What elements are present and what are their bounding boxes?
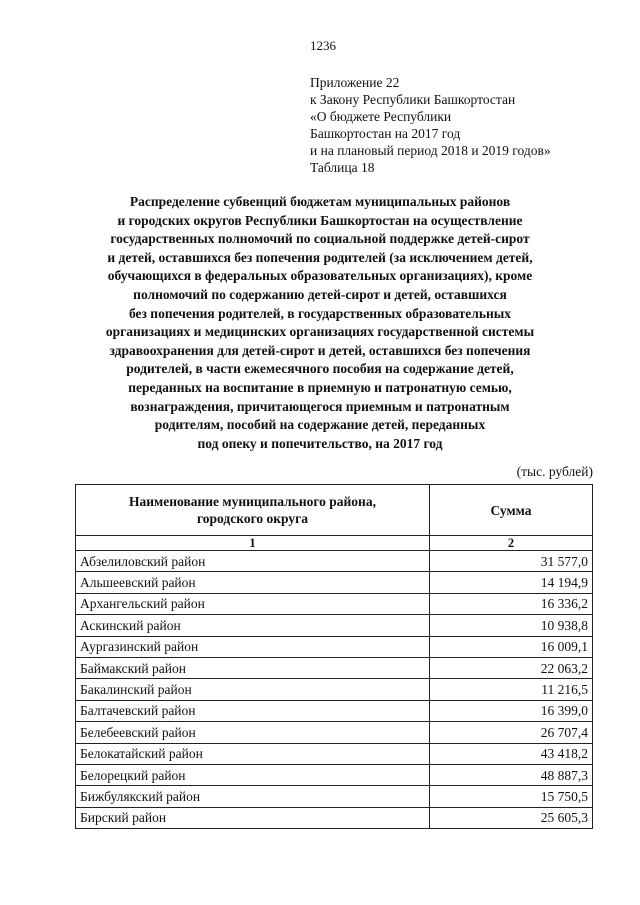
header-name-line: Наименование муниципального района, <box>129 494 376 509</box>
table-row <box>76 572 593 593</box>
district-name: Альшеевский район <box>76 572 430 593</box>
appendix-line: «О бюджете Республики <box>310 109 452 124</box>
district-sum: 14 194,9 <box>430 572 593 593</box>
table-row <box>76 700 593 721</box>
header-sum: Сумма <box>430 485 593 536</box>
district-sum: 43 418,2 <box>430 743 593 764</box>
table-row <box>76 722 593 743</box>
title-line: Распределение субвенций бюджетам муниципальных районов <box>129 194 511 209</box>
column-number-row <box>76 536 593 551</box>
table-row <box>76 593 593 614</box>
district-sum: 22 063,2 <box>430 657 593 678</box>
district-name: Аургазинский район <box>76 636 430 657</box>
table-label: Таблица 18 <box>310 160 375 175</box>
district-sum: 16 399,0 <box>430 700 593 721</box>
district-name: Белокатайский район <box>76 743 430 764</box>
appendix-line: и на плановый период 2018 и 2019 годов» <box>310 143 551 158</box>
title-line: обучающихся в федеральных образовательных организациях), кроме <box>107 268 533 284</box>
table-row <box>76 679 593 700</box>
table-row <box>76 807 593 828</box>
units-label: (тыс. рублей) <box>516 464 593 479</box>
table-header-row <box>76 485 593 536</box>
district-name: Белебеевский район <box>76 722 430 743</box>
column-number: 1 <box>76 536 430 551</box>
district-name: Аскинский район <box>76 615 430 636</box>
title-line: и городских округов Республики Башкортостан на осуществление <box>117 212 523 228</box>
table-row <box>76 764 593 785</box>
district-name: Бирский район <box>76 807 430 828</box>
title-line: организациях и медицинских организациях государственной системы <box>105 324 535 340</box>
table-row <box>76 657 593 678</box>
district-sum: 25 605,3 <box>430 807 593 828</box>
table-row <box>76 743 593 764</box>
appendix-block <box>310 74 551 176</box>
page-number: 1236 <box>310 38 336 53</box>
title-line: родителям, пособий на содержание детей, переданных <box>154 417 486 433</box>
district-name: Белорецкий район <box>76 764 430 785</box>
district-name: Бижбулякский район <box>76 786 430 807</box>
district-sum: 48 887,3 <box>430 764 593 785</box>
header-name <box>76 485 430 536</box>
district-sum: 31 577,0 <box>430 551 593 572</box>
appendix-line: Приложение 22 <box>310 75 400 90</box>
document-title <box>60 193 580 453</box>
title-line: государственных полномочий по социальной поддержке детей-сирот <box>110 231 530 247</box>
district-sum: 11 216,5 <box>430 679 593 700</box>
district-name: Бакалинский район <box>76 679 430 700</box>
title-line: без попечения родителей, в государственных образовательных <box>128 305 512 321</box>
district-name: Абзелиловский район <box>76 551 430 572</box>
district-sum: 10 938,8 <box>430 615 593 636</box>
title-line: и детей, оставшихся без попечения родителей (за исключением детей, <box>107 249 533 265</box>
column-number: 2 <box>430 536 593 551</box>
district-name: Архангельский район <box>76 593 430 614</box>
district-sum: 26 707,4 <box>430 722 593 743</box>
district-sum: 16 336,2 <box>430 593 593 614</box>
district-name: Балтачевский район <box>76 700 430 721</box>
table-row <box>76 786 593 807</box>
title-line: переданных на воспитание в приемную и патронатную семью, <box>128 379 512 395</box>
title-line: родителей, в части ежемесячного пособия на содержание детей, <box>126 361 514 377</box>
title-line: полномочий по содержанию детей-сирот и детей, оставшихся <box>133 286 507 302</box>
appendix-line: к Закону Республики Башкортостан <box>310 92 516 107</box>
title-line: вознаграждения, причитающегося приемным и патронатным <box>130 398 510 414</box>
subsidy-table <box>75 484 593 829</box>
header-name-line: городского округа <box>197 511 308 526</box>
table-row <box>76 551 593 572</box>
table-row <box>76 615 593 636</box>
appendix-line: Башкортостан на 2017 год <box>310 126 461 141</box>
table-row <box>76 636 593 657</box>
title-line: здравоохранения для детей-сирот и детей, оставшихся без попечения <box>109 342 531 358</box>
district-sum: 16 009,1 <box>430 636 593 657</box>
title-line: под опеку и попечительство, на 2017 год <box>197 435 443 451</box>
district-name: Баймакский район <box>76 657 430 678</box>
district-sum: 15 750,5 <box>430 786 593 807</box>
